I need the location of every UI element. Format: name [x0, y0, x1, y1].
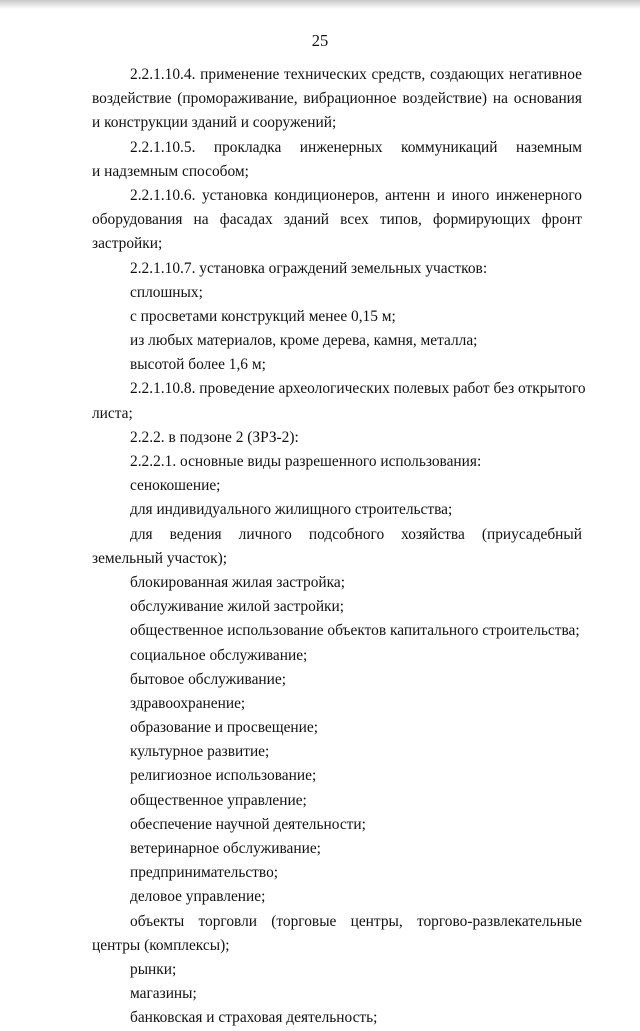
text-line: и конструкции зданий и сооружений;: [92, 114, 337, 132]
text-line: воздействие (промораживание, вибрационное воздействие) на основания: [92, 90, 582, 108]
text-line: бытовое обслуживание;: [130, 670, 286, 688]
text-line: 2.2.1.10.7. установка ограждений земельных участков:: [130, 259, 488, 277]
text-line: деловое управление;: [130, 888, 266, 906]
text-line: для ведения личного подсобного хозяйства (приусадебный: [130, 525, 582, 543]
text-line: культурное развитие;: [130, 743, 270, 761]
text-line: 2.2.1.10.8. проведение археологических полевых работ без открытого: [130, 380, 586, 398]
text-line: блокированная жилая застройка;: [130, 573, 345, 591]
text-line: магазины;: [130, 985, 197, 1003]
text-line: общественное управление;: [130, 791, 307, 809]
text-line: образование и просвещение;: [130, 719, 318, 737]
text-line: оборудования на фасадах зданий всех типов, формирующих фронт: [92, 211, 582, 229]
text-line: застройки;: [92, 235, 163, 253]
text-line: ветеринарное обслуживание;: [130, 840, 321, 857]
scan-edge: [0, 0, 640, 9]
text-line: общественное использование объектов капитального строительства;: [130, 622, 580, 640]
text-line: из любых материалов, кроме дерева, камня, металла;: [130, 332, 478, 350]
text-line: обеспечение научной деятельности;: [130, 815, 366, 833]
text-line: высотой более 1,6 м;: [130, 356, 266, 374]
text-line: здравоохранение;: [130, 694, 246, 712]
text-line: религиозное использование;: [130, 767, 317, 785]
text-line: объекты торговли (торговые центры, торгово-развлекательные: [130, 912, 582, 930]
text-line: обслуживание жилой застройки;: [130, 598, 345, 616]
document-body: [92, 63, 586, 1031]
text-line: с просветами конструкций менее 0,15 м;: [130, 307, 396, 325]
text-line: 2.2.2. в подзоне 2 (ЗРЗ-2):: [130, 428, 299, 446]
text-line: 2.2.2.1. основные виды разрешенного использования:: [130, 453, 482, 470]
text-line: центры (комплексы);: [92, 936, 230, 954]
text-line: сенокошение;: [130, 477, 221, 495]
text-line: для индивидуального жилищного строительства;: [130, 501, 453, 519]
text-line: социальное обслуживание;: [130, 646, 308, 664]
text-line: и надземным способом;: [92, 162, 249, 180]
text-line: земельный участок);: [92, 549, 228, 567]
text-line: банковская и страховая деятельность;: [130, 1009, 378, 1027]
page-number: 25: [311, 31, 329, 50]
text-line: 2.2.1.10.5. прокладка инженерных коммуникаций наземным: [130, 138, 582, 156]
text-line: сплошных;: [130, 283, 203, 301]
text-line: 2.2.1.10.6. установка кондиционеров, антенн и иного инженерного: [130, 186, 582, 204]
text-line: рынки;: [130, 960, 177, 978]
text-line: 2.2.1.10.4. применение технических средств, создающих негативное: [130, 66, 582, 83]
text-line: листа;: [92, 404, 133, 422]
text-line: предпринимательство;: [130, 864, 279, 882]
